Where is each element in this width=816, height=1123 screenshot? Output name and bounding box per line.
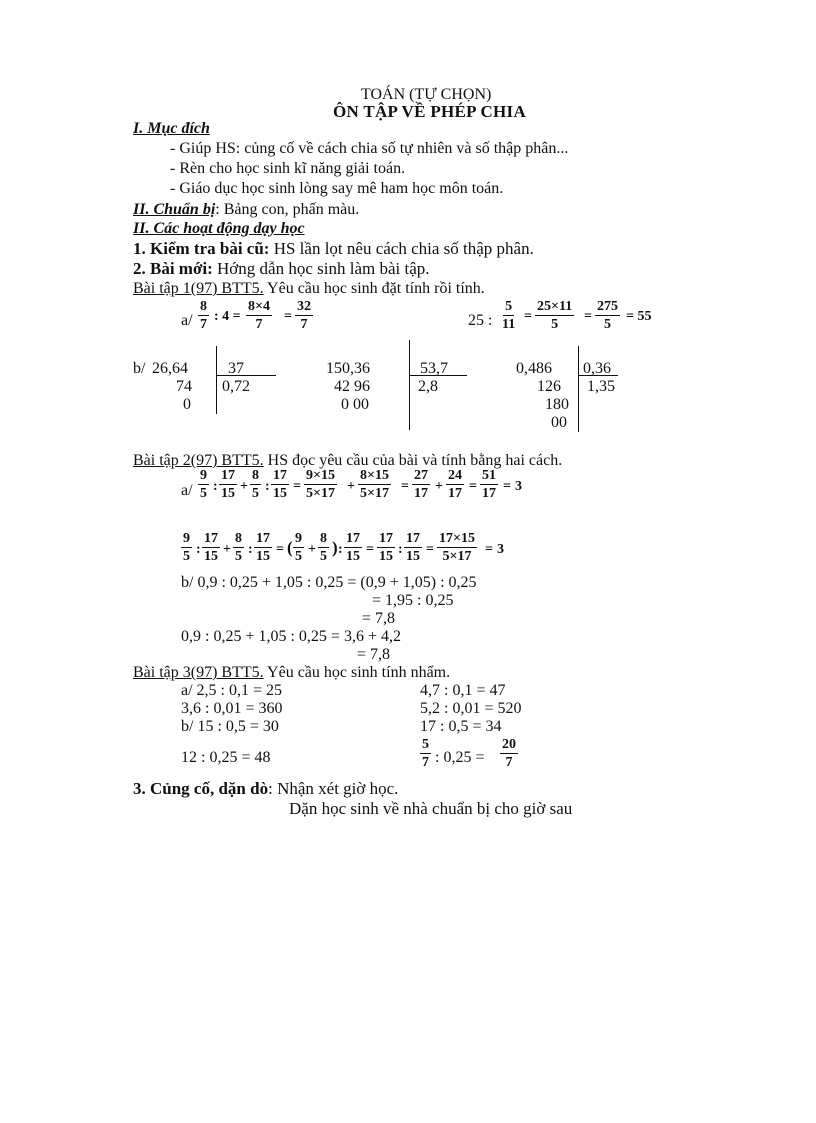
div1-divisor: 37 bbox=[228, 360, 244, 377]
step-3-label: 3. Củng cố, dặn dò bbox=[133, 779, 269, 798]
denominator: 15 bbox=[379, 549, 393, 564]
purpose-item: - Giáo dục học sinh lòng say mê ham học môn toán. bbox=[170, 180, 504, 197]
result: 3 bbox=[497, 542, 504, 557]
operator: : bbox=[213, 479, 218, 494]
div2-remainder: 42 96 bbox=[334, 378, 370, 395]
equals-sign: = bbox=[401, 479, 409, 494]
numerator: 8 bbox=[235, 531, 242, 546]
equals-sign: = bbox=[293, 479, 301, 494]
ex1-a-prefix: a/ bbox=[181, 312, 193, 329]
numerator: 17 bbox=[406, 531, 420, 546]
ex3-item: 4,7 : 0,1 = 47 bbox=[420, 682, 506, 699]
ex3-item: 12 : 0,25 = 48 bbox=[181, 749, 271, 766]
step-1-text: HS lần lọt nêu cách chia số thập phân. bbox=[273, 239, 534, 258]
page-subtitle: TOÁN (TỰ CHỌN) bbox=[361, 86, 492, 103]
denominator: 5 bbox=[200, 486, 207, 501]
fraction bbox=[344, 531, 362, 564]
ex2-b-line: 0,9 : 0,25 + 1,05 : 0,25 = 3,6 + 4,2 bbox=[181, 628, 401, 645]
denominator: 17 bbox=[414, 486, 428, 501]
numerator: 17 bbox=[346, 531, 360, 546]
denominator: 11 bbox=[502, 317, 516, 332]
step-3 bbox=[133, 780, 398, 798]
prep-line bbox=[133, 201, 359, 219]
numerator: 8 bbox=[200, 299, 207, 314]
equals-sign: = bbox=[584, 309, 592, 324]
denominator: 7 bbox=[422, 755, 429, 770]
exercise-1 bbox=[133, 280, 485, 298]
numerator: 8 bbox=[252, 468, 259, 483]
numerator: 51 bbox=[482, 468, 496, 483]
numerator: 8×4 bbox=[248, 299, 270, 314]
div3-remainder: 00 bbox=[551, 414, 567, 431]
result: 3 bbox=[515, 479, 522, 494]
exercise-3-text: Yêu cầu học sinh tính nhẩm. bbox=[267, 664, 451, 681]
fraction bbox=[502, 299, 515, 332]
exercise-3 bbox=[133, 664, 450, 682]
div3-divisor: 0,36 bbox=[583, 360, 611, 377]
operator: : bbox=[196, 542, 201, 557]
equals-sign: = bbox=[426, 542, 434, 557]
exercise-2-text: HS đọc yêu cầu của bài và tính bằng hai cách. bbox=[267, 452, 563, 469]
fraction bbox=[500, 737, 518, 770]
denominator: 15 bbox=[406, 549, 420, 564]
step-2 bbox=[133, 260, 430, 278]
step-2-text: Hớng dẫn học sinh làm bài tập. bbox=[217, 259, 430, 278]
ex3-item: a/ 2,5 : 0,1 = 25 bbox=[181, 682, 283, 699]
numerator: 17 bbox=[256, 531, 270, 546]
step-3-text2: Dặn học sinh về nhà chuẩn bị cho giờ sau bbox=[289, 799, 573, 818]
fraction bbox=[318, 531, 329, 564]
numerator: 275 bbox=[597, 299, 618, 314]
denominator: 7 bbox=[300, 317, 308, 332]
fraction bbox=[254, 531, 272, 564]
fraction bbox=[304, 468, 337, 501]
ex2-b-line: = 1,95 : 0,25 bbox=[372, 592, 454, 609]
equals-sign: = bbox=[485, 542, 493, 557]
denominator: 5 bbox=[235, 549, 242, 564]
operator: : bbox=[398, 542, 403, 557]
page-title: ÔN TẬP VỀ PHÉP CHIA bbox=[333, 102, 527, 121]
ex1-b-prefix: b/ bbox=[133, 360, 146, 377]
fraction bbox=[198, 299, 209, 332]
ex3-item: b/ 15 : 0,5 = 30 bbox=[181, 718, 279, 735]
operator: : 0,25 = bbox=[435, 749, 485, 766]
denominator: 7 bbox=[255, 317, 263, 332]
division-bar bbox=[409, 340, 410, 430]
fraction bbox=[219, 468, 237, 501]
denominator: 15 bbox=[273, 486, 287, 501]
step-3-text: : Nhận xét giờ học. bbox=[268, 779, 399, 798]
denominator: 5 bbox=[320, 549, 327, 564]
numerator: 17 bbox=[379, 531, 393, 546]
operator: + bbox=[240, 479, 248, 494]
fraction bbox=[446, 468, 464, 501]
div1-remainder: 0 bbox=[183, 396, 191, 413]
fraction bbox=[377, 531, 395, 564]
denominator: 15 bbox=[204, 549, 218, 564]
prep-text: : Bảng con, phấn màu. bbox=[215, 201, 360, 218]
ex2-b-line: = 7,8 bbox=[357, 646, 391, 663]
numerator: 9 bbox=[295, 531, 302, 546]
numerator: 25×11 bbox=[537, 299, 573, 314]
fraction bbox=[420, 737, 431, 770]
div3-dividend: 0,486 bbox=[516, 360, 552, 377]
div2-quotient: 2,8 bbox=[418, 378, 438, 395]
denominator: 7 bbox=[200, 317, 207, 332]
division-bar bbox=[578, 346, 579, 432]
operator: : bbox=[248, 542, 253, 557]
numerator: 8×15 bbox=[360, 468, 389, 483]
equals-sign: = bbox=[284, 309, 292, 324]
fraction bbox=[181, 531, 192, 564]
denominator: 5 bbox=[183, 549, 190, 564]
operator: : bbox=[265, 479, 270, 494]
equals-sign: = bbox=[469, 479, 477, 494]
operator: : bbox=[338, 542, 343, 557]
div1-dividend: 26,64 bbox=[152, 360, 188, 377]
numerator: 17 bbox=[204, 531, 218, 546]
numerator: 20 bbox=[502, 737, 516, 752]
operator: + bbox=[435, 479, 443, 494]
fraction bbox=[233, 531, 244, 564]
section-heading-purpose: I. Mục đích bbox=[133, 120, 210, 137]
denominator: 15 bbox=[346, 549, 360, 564]
fraction bbox=[437, 531, 477, 564]
operator: + bbox=[223, 542, 231, 557]
div2-divisor: 53,7 bbox=[420, 360, 448, 377]
division-line bbox=[216, 375, 276, 376]
denominator: 5 bbox=[295, 549, 302, 564]
fraction bbox=[358, 468, 391, 501]
div3-remainder: 180 bbox=[545, 396, 569, 413]
equals-sign: = bbox=[366, 542, 374, 557]
div1-quotient: 0,72 bbox=[222, 378, 250, 395]
fraction bbox=[250, 468, 261, 501]
div2-dividend: 150,36 bbox=[326, 360, 370, 377]
fraction bbox=[198, 468, 209, 501]
section-heading-prep: II. Chuẩn bị bbox=[133, 201, 216, 218]
denominator: 5×17 bbox=[360, 486, 389, 501]
fraction bbox=[595, 299, 620, 332]
numerator: 17×15 bbox=[439, 531, 475, 546]
equals-sign: = bbox=[503, 479, 511, 494]
div3-remainder: 126 bbox=[537, 378, 561, 395]
step-1-label: 1. Kiểm tra bài cũ: bbox=[133, 239, 270, 258]
step-2-label: 2. Bài mới: bbox=[133, 259, 213, 278]
denominator: 5 bbox=[551, 317, 559, 332]
fraction bbox=[246, 299, 272, 332]
numerator: 5 bbox=[505, 299, 513, 314]
denominator: 17 bbox=[448, 486, 462, 501]
open-paren: ( bbox=[287, 538, 293, 557]
fraction bbox=[412, 468, 430, 501]
purpose-item: - Giúp HS: củng cố về cách chia số tự nhiên và số thập phân... bbox=[170, 140, 569, 157]
denominator: 17 bbox=[482, 486, 496, 501]
numerator: 9 bbox=[200, 468, 207, 483]
div3-quotient: 1,35 bbox=[587, 378, 615, 395]
fraction bbox=[535, 299, 574, 332]
fraction bbox=[202, 531, 220, 564]
numerator: 27 bbox=[414, 468, 428, 483]
numerator: 17 bbox=[273, 468, 287, 483]
numerator: 32 bbox=[297, 299, 311, 314]
operator: : 4 = bbox=[214, 309, 241, 324]
denominator: 15 bbox=[256, 549, 270, 564]
section-heading-activities: II. Các hoạt động dạy học bbox=[133, 220, 305, 237]
operator: + bbox=[308, 542, 316, 557]
denominator: 5 bbox=[604, 317, 611, 332]
equals-sign: = bbox=[276, 542, 284, 557]
step-1 bbox=[133, 240, 534, 258]
fraction bbox=[404, 531, 422, 564]
denominator: 5×17 bbox=[442, 549, 472, 564]
denominator: 7 bbox=[505, 755, 513, 770]
fraction bbox=[271, 468, 289, 501]
ex3-item: 3,6 : 0,01 = 360 bbox=[181, 700, 283, 717]
div2-remainder: 0 00 bbox=[341, 396, 369, 413]
close-paren: ) bbox=[332, 538, 338, 557]
fraction bbox=[480, 468, 498, 501]
equals-sign: = bbox=[524, 309, 532, 324]
denominator: 5 bbox=[252, 486, 259, 501]
numerator: 9×15 bbox=[306, 468, 335, 483]
numerator: 5 bbox=[422, 737, 429, 752]
ex2-b-line: b/ 0,9 : 0,25 + 1,05 : 0,25 = (0,9 + 1,05) : 0,25 bbox=[181, 574, 477, 591]
exercise-1-text: Yêu cầu học sinh đặt tính rồi tính. bbox=[267, 280, 485, 297]
numerator: 9 bbox=[183, 531, 190, 546]
fraction bbox=[293, 531, 304, 564]
exercise-2-label: Bài tập 2(97) BTT5. bbox=[133, 452, 264, 469]
fraction bbox=[295, 299, 313, 332]
ex2-a-prefix: a/ bbox=[181, 482, 193, 499]
numerator: 8 bbox=[320, 531, 327, 546]
denominator: 15 bbox=[221, 486, 235, 501]
exercise-1-label: Bài tập 1(97) BTT5. bbox=[133, 280, 264, 297]
ex1-a-right-prefix: 25 : bbox=[468, 312, 493, 329]
result: = 55 bbox=[626, 309, 652, 324]
ex3-item: 17 : 0,5 = 34 bbox=[420, 718, 502, 735]
exercise-3-label: Bài tập 3(97) BTT5. bbox=[133, 664, 264, 681]
division-bar bbox=[216, 346, 217, 414]
denominator: 5×17 bbox=[306, 486, 335, 501]
purpose-item: - Rèn cho học sinh kĩ năng giải toán. bbox=[170, 160, 406, 177]
numerator: 24 bbox=[448, 468, 462, 483]
div1-remainder: 74 bbox=[176, 378, 192, 395]
ex2-b-line: = 7,8 bbox=[362, 610, 396, 627]
numerator: 17 bbox=[221, 468, 235, 483]
operator: + bbox=[347, 479, 355, 494]
ex3-item: 5,2 : 0,01 = 520 bbox=[420, 700, 522, 717]
